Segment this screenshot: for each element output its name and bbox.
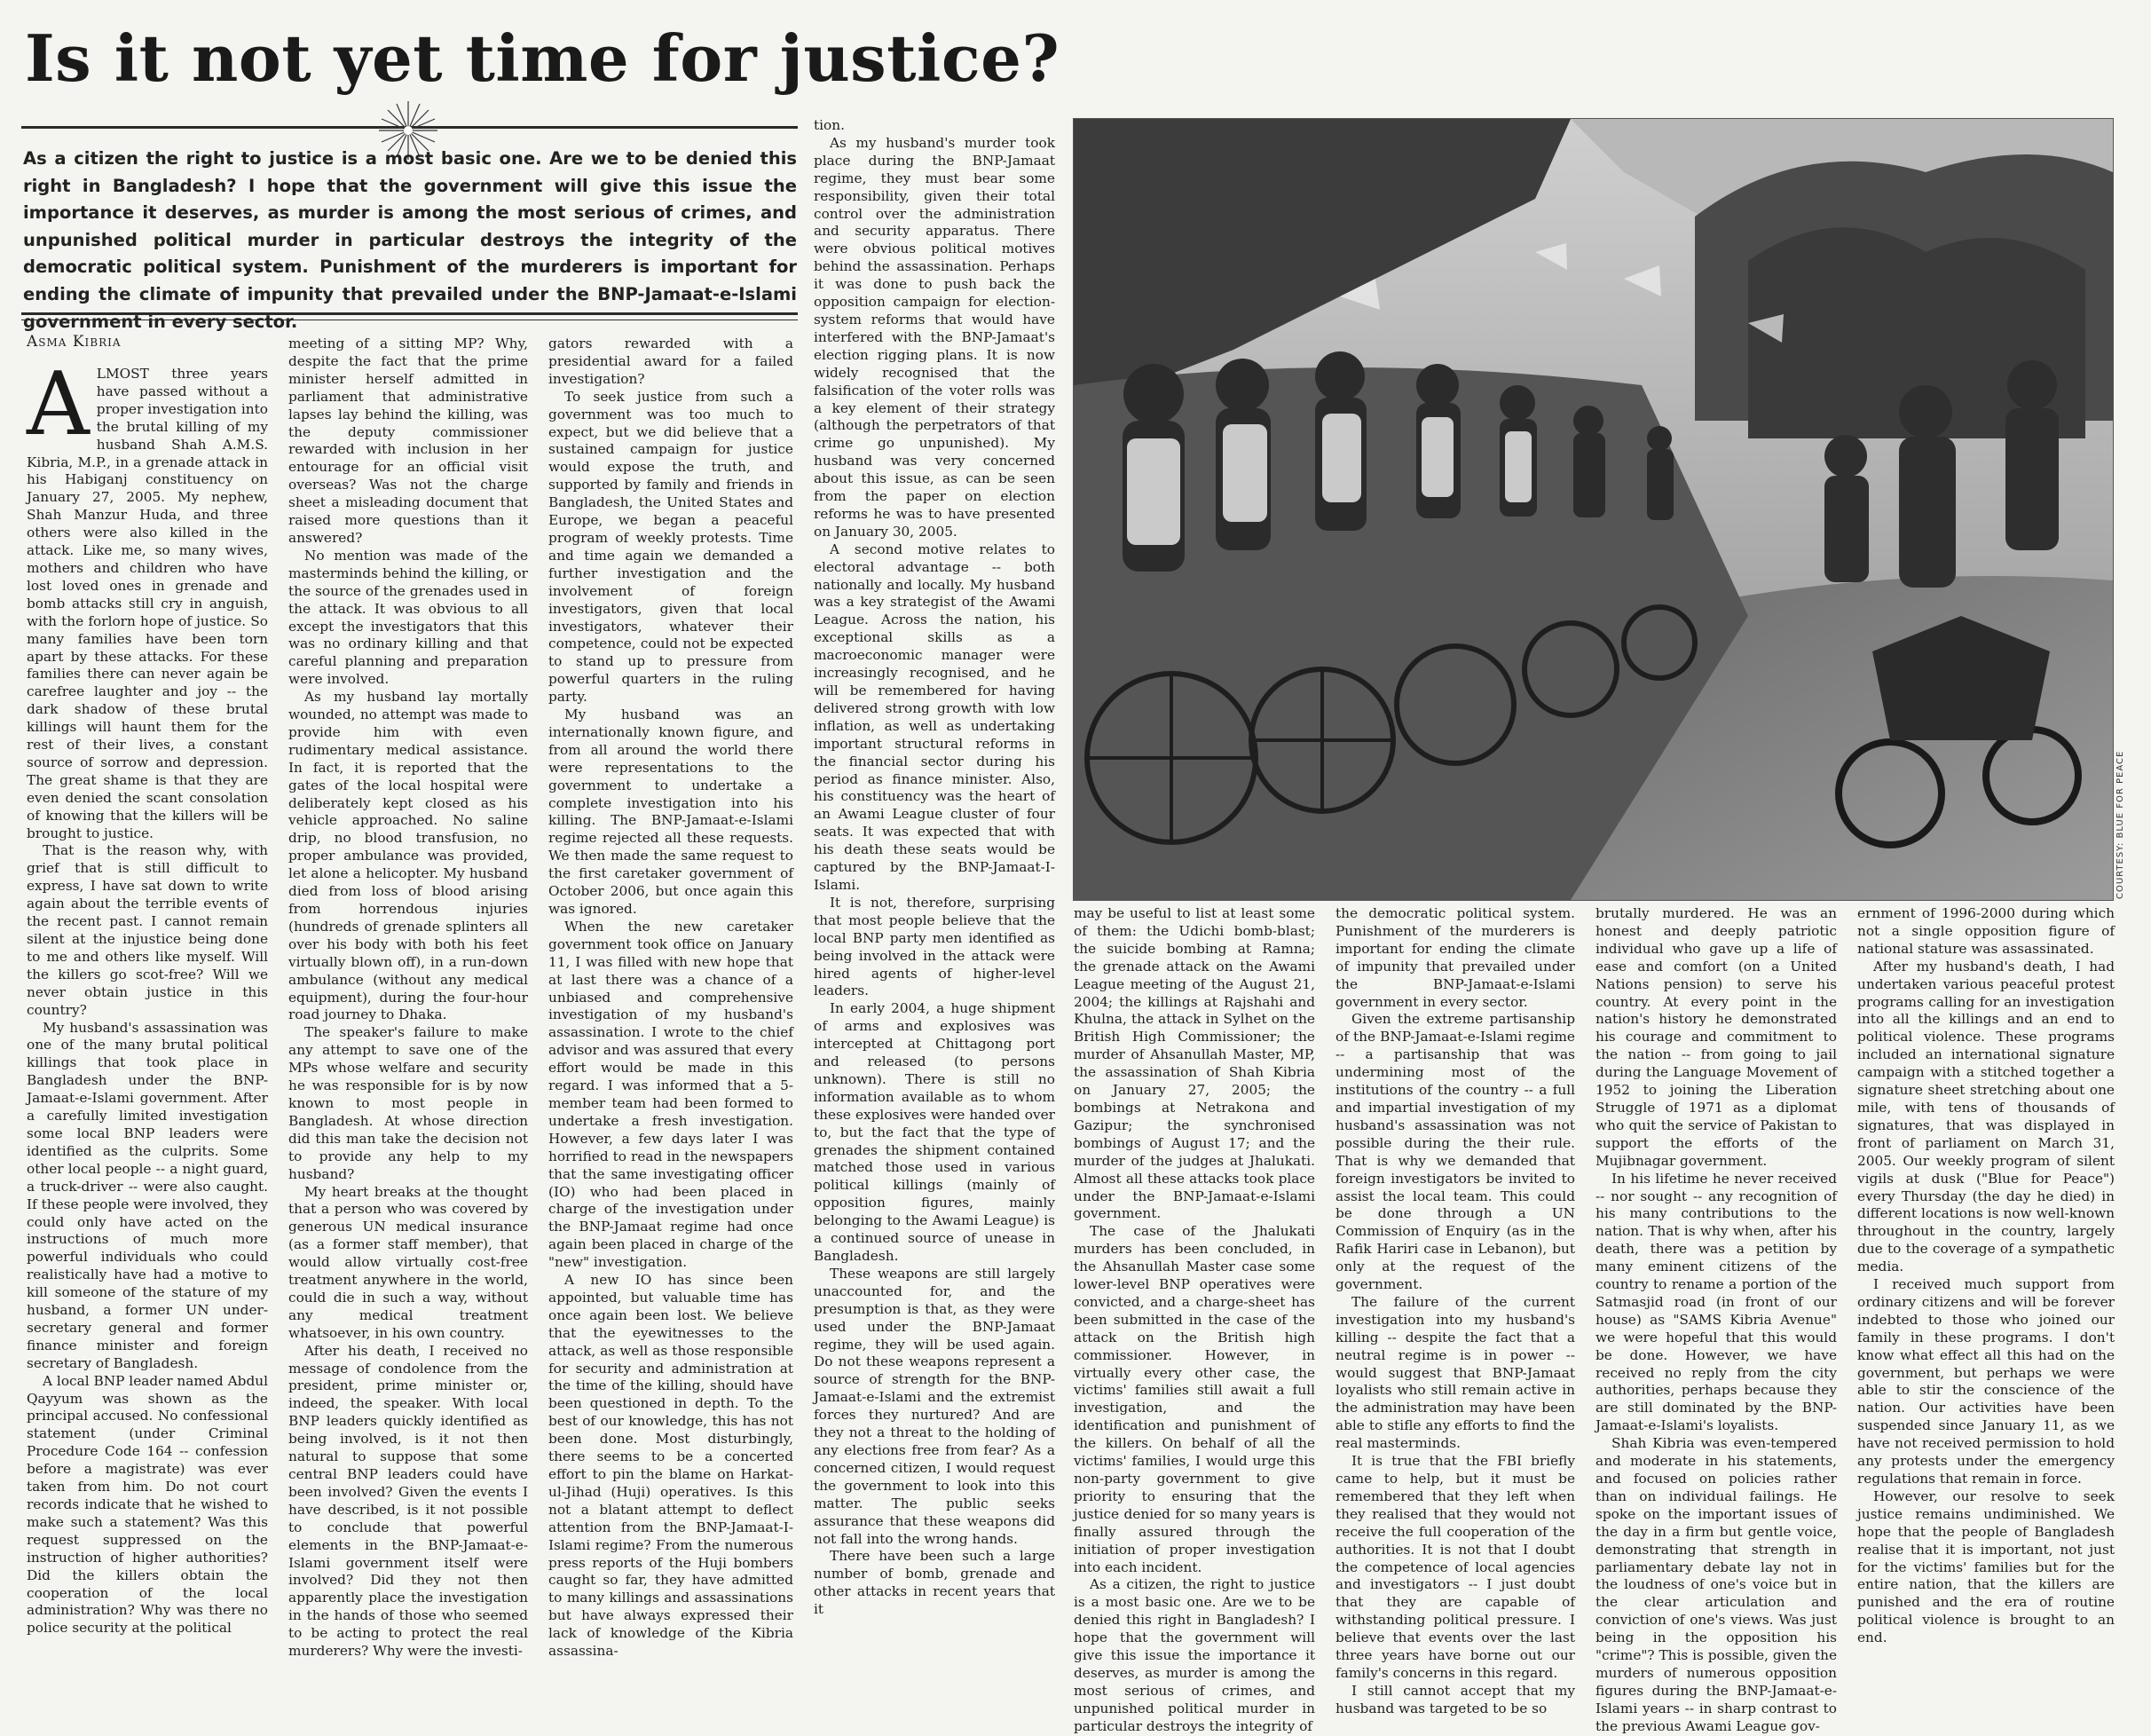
column-paragraph: These weapons are still largely unaccounted for, and the presumption is that, as they were used under the BNP-Jamaat regime, they will be used again. Do not these weapons represent a source of strength for the BNP-Jamaat-e-Islami and the extremist forces they nurtured? And are they not a threat to the holding of any elections free from fear? As a concerned citizen, I would request the government to look into this matter. The public seeks assurance that these weapons did not fall into the wrong hands.	[814, 1265, 1055, 1547]
text-column-2	[288, 335, 528, 1724]
column-paragraph: My husband's assassination was one of the many brutal political killings that took place in Bangladesh under the BNP-Jamaat-e-Islami government. After a carefully limited investigation some local BNP leaders were identified as the culprits. Some other local people -- a night guard, a truck-driver -- were also caught. If these people were involved, they could only have acted on the instructions of much more powerful individuals who could realistically have had a motive to kill someone of the stature of my husband, a former UN under-secretary general and former finance minister and foreign secretary of Bangladesh.	[27, 1019, 268, 1371]
column-paragraph: LMOST three years have passed without a proper investigation into the brutal killing of my husband Shah A.M.S. Kibria, M.P., in a grenade attack in his Habiganj constituency on January 27, 2005. My nephew, Shah Manzur Huda, and three others were also killed in the attack. Like me, so many wives, mothers and children who have lost loved ones in grenade and bomb attacks still cry in anguish, with the forlorn hope of justice. So many families have been torn apart by these attacks. For these families there can never again be carefree laughter and joy -- the dark shadow of these brutal killings will haunt them for the rest of their lives, a constant source of sorrow and depression. The great shame is that they are even denied the scant consolation of knowing that the killers will be brought to justice.	[27, 366, 268, 841]
column-paragraph: A local BNP leader named Abdul Qayyum was shown as the principal accused. No confessional statement (under Criminal Procedure Code 164 -- confession before a magistrate) was ever taken from him. Do not court records indicate that he wished to make such a statement? Was this request suppressed on the instruction of higher authorities? Did the killers obtain the cooperation of the local administration? Why was there no police security at the political	[27, 1372, 268, 1637]
deck-paragraph: As a citizen the right to justice is a most basic one. Are we to be denied this right in Bangladesh? I hope that the government will give this issue the importance it deserves, as murder is among the most serious of crimes, and unpunished political murder in particular destroys the integrity of the democratic political system. Punishment of the murderers is important for ending the climate of impunity that prevailed under the BNP-Jamaat-e-Islami government in every sector.	[23, 148, 797, 332]
rally-photo-illustration	[1074, 119, 2113, 900]
text-column-1	[27, 354, 268, 1724]
text-column-6	[1336, 905, 1575, 1724]
column-paragraph: There have been such a large number of bomb, grenade and other attacks in recent years that it	[814, 1548, 1055, 1618]
column-paragraph: However, our resolve to seek justice remains undiminished. We hope that the people of Bangladesh realise that it is important, not just for the victims' families but for the entire nation, that the killers are punished and the era of routine political violence is brought to an end.	[1857, 1487, 2115, 1646]
column-paragraph: It is not, therefore, surprising that most people believe that the local BNP party men identified as being involved in the attack were hired agents of higher-level leaders.	[814, 894, 1055, 999]
column-paragraph: The failure of the current investigation into my husband's killing -- despite the fact that a neutral regime is in power -- would suggest that BNP-Jamaat loyalists who still remain active in the administration may have been able to stifle any efforts to find the real masterminds.	[1336, 1293, 1575, 1452]
column-paragraph: I still cannot accept that my husband was targeted to be so	[1336, 1682, 1575, 1716]
text-column-8	[1857, 905, 2115, 1724]
text-column-4	[814, 117, 1055, 1724]
drop-cap: A	[27, 354, 90, 455]
rally-photo	[1073, 118, 2114, 901]
column-paragraph: Shah Kibria was even-tempered and moderate in his statements, and focused on policies rather than on individual failings. He spoke on the important issues of the day in a firm but gentle voice, demonstrating that strength in parliamentary debate lay not in the loudness of one's voice but in the clear articulation and conviction of one's views. Was just being in the opposition his "crime"? This is possible, given the murders of numerous opposition figures during the BNP-Jamaat-e-Islami years -- in sharp contrast to the previous Awami League gov-	[1596, 1435, 1837, 1734]
column-paragraph: tion.	[814, 117, 845, 133]
column-paragraph: A new IO has since been appointed, but valuable time has once again been lost. We believe that the eyewitnesses to the attack, as well as those responsible for security and administration at the time of the killing, should have been questioned in depth. To the best of our knowledge, this has not been done. Most disturbingly, there seems to be a concerted effort to pin the blame on Harkat-ul-Jihad (Huji) operatives. Is this not a blatant attempt to deflect attention from the BNP-Jamaat-I-Islami regime? From the numerous press reports of the Huji bombers caught so far, they have admitted to many killings and assassinations but have always expressed their lack of knowledge of the Kibria assassina-	[548, 1272, 793, 1660]
column-paragraph: gators rewarded with a presidential award for a failed investigation?	[548, 335, 793, 387]
byline: Asma Kibria	[27, 333, 122, 351]
column-paragraph: My heart breaks at the thought that a person who was covered by generous UN medical insurance (as a former staff member), that would allow virtually cost-free treatment anywhere in the world, could die in such a way, without any medical treatment whatsoever, in his own country.	[288, 1183, 528, 1341]
column-paragraph: I received much support from ordinary citizens and will be forever indebted to those who joined our family in these programs. I don't know what effect all this had on the government, but perhaps we were able to stir the conscience of the nation. Our activities have been suspended since January 11, as we have not received permission to hold any protests under the emergency regulations that remain in force.	[1857, 1276, 2115, 1487]
column-paragraph: A second motive relates to electoral advantage -- both nationally and locally. My husband was a key strategist of the Awami League. Across the nation, his exceptional skills as a macroeconomic manager were increasingly recognised, and he will be remembered for having delivered strong growth with low inflation, as well as undertaking important structural reforms in the financial sector during his period as finance minister. Also, his constituency was the heart of an Awami League cluster of four seats. It was expected that with his death these seats would be captured by the BNP-Jamaat-I-Islami.	[814, 541, 1055, 893]
column-paragraph: meeting of a sitting MP? Why, despite the fact that the prime minister herself admitted in parliament that administrative lapses lay behind the killing, was the deputy commissioner rewarded with inclusion in her entourage for an official visit overseas? Was not the charge sheet a misleading document that raised more questions than it answered?	[288, 335, 528, 546]
column-paragraph: brutally murdered. He was an honest and deeply patriotic individual who gave up a life of ease and comfort (on a United Nations pension) to serve his country. At every point in the nation's history he demonstrated his courage and commitment to the nation -- from going to jail during the Language Movement of 1952 to joining the Liberation Struggle of 1971 as a diplomat who quit the service of Pakistan to support the efforts of the Mujibnagar government.	[1596, 905, 1837, 1169]
text-column-5	[1074, 905, 1315, 1734]
column-paragraph: As my husband's murder took place during the BNP-Jamaat regime, they must bear some responsibility, given their total control over the administration and security apparatus. There were obvious political motives behind the assassination. Perhaps it was done to push back the opposition campaign for election-system reforms that would have interfered with the BNP-Jamaat's election rigging plans. It is now widely recognised that the falsification of the voter rolls was a key element of their strategy (although the perpetrators of that crime go unpunished). My husband was very concerned about this issue, as can be seen from the paper on election reforms he was to have presented on January 30, 2005.	[814, 134, 1055, 540]
column-paragraph: To seek justice from such a government was too much to expect, but we did believe that a sustained campaign for justice would expose the truth, and supported by family and friends in Bangladesh, the United States and Europe, we began a peaceful program of weekly protests. Time and time again we demanded a further investigation and the involvement of foreign investigators, given that local investigators, whatever their competence, could not be expected to stand up to pressure from powerful quarters in the ruling party.	[548, 388, 793, 706]
column-paragraph: may be useful to list at least some of them: the Udichi bomb-blast; the suicide bombing at Ramna; the grenade attack on the Awami League meeting of the August 21, 2004; the killings at Rajshahi and Khulna, the attack in Sylhet on the British High Commissioner; the murder of Ahsanullah Master, MP, the assassination of Shah Kibria on January 27, 2005; the bombings at Netrakona and Gazipur; the synchronised bombings of August 17; and the murder of the judges at Jhalukati. Almost all these attacks took place under the BNP-Jamaat-e-Islami government.	[1074, 905, 1315, 1222]
column-paragraph: ernment of 1996-2000 during which not a single opposition figure of national stature was assassinated.	[1857, 905, 2115, 957]
column-paragraph: the democratic political system. Punishment of the murderers is important for ending the climate of impunity that prevailed under the BNP-Jamaat-e-Islami government in every sector.	[1336, 905, 1575, 1010]
column-paragraph: In early 2004, a huge shipment of arms and explosives was intercepted at Chittagong port and released (to persons unknown). There is still no information available as to whom these explosives were handed over to, but the fact that the type of grenades the shipment contained matched those used in various political killings (mainly of opposition figures, mainly belonging to the Awami League) is a continued source of unease in Bangladesh.	[814, 1000, 1055, 1264]
column-paragraph: My husband was an internationally known figure, and from all around the world there were representations to the government to undertake a complete investigation into his killing. The BNP-Jamaat-e-Islami regime rejected all these requests. We then made the same request to the first caretaker government of October 2006, but once again this was ignored.	[548, 706, 793, 917]
column-paragraph: After my husband's death, I had undertaken various peaceful protest programs calling for an investigation into all the killings and an end to political violence. These programs included an international signature campaign with a stitched together a signature sheet stretching about one mile, with tens of thousands of signatures, that was displayed in front of parliament on March 31, 2005. Our weekly program of silent vigils at dusk ("Blue for Peace") every Thursday (the day he died) in different locations is now well-known throughout in the country, largely due to the coverage of a sympathetic media.	[1857, 958, 2115, 1275]
column-paragraph: The speaker's failure to make any attempt to save one of the MPs whose welfare and security he was responsible for is by now known to most people in Bangladesh. At whose direction did this man take the decision not to provide any help to my husband?	[288, 1024, 528, 1182]
deck-bottom-rule	[21, 312, 798, 315]
column-paragraph: After his death, I received no message of condolence from the president, prime minister or, indeed, the speaker. With local BNP leaders quickly identified as being involved, is it not then natural to suppose that some central BNP leaders could have been involved? Given the events I have described, is it not possible to conclude that powerful elements in the BNP-Jamaat-e-Islami government itself were involved? Did they not then apparently place the investigation in the hands of those who seemed to be acting to protect the real murderers? Why were the investi-	[288, 1342, 528, 1660]
column-paragraph: The case of the Jhalukati murders has been concluded, in the Ahsanullah Master case some lower-level BNP operatives were convicted, and a charge-sheet has been submitted in the case of the attack on the British high commissioner. However, in virtually every other case, the victims' families still await a full investigation, and the identification and punishment of the killers. On behalf of all the victims' families, I would urge this non-party government to give priority to ensuring that the justice denied for so many years is finally assured through the initiation of proper investigation into each incident.	[1074, 1223, 1315, 1575]
column-paragraph: No mention was made of the masterminds behind the killing, or the source of the grenades used in the attack. It was obvious to all except the investigators that this was no ordinary killing and that careful planning and preparation were involved.	[288, 547, 528, 688]
column-paragraph: Given the extreme partisanship of the BNP-Jamaat-e-Islami regime -- a partisanship that was undermining most of the institutions of the country -- a full and impartial investigation of my husband's assassination was not possible during the their rule. That is why we demanded that foreign investigators be invited to assist the local team. This could be done through a UN Commission of Enquiry (as in the Rafik Hariri case in Lebanon), but only at the request of the government.	[1336, 1011, 1575, 1293]
headline: Is it not yet time for justice?	[25, 20, 1060, 96]
text-column-7	[1596, 905, 1837, 1734]
photo-credit: COURTESY: BLUE FOR PEACE	[2116, 750, 2125, 899]
column-paragraph: When the new caretaker government took office on January 11, I was filled with new hope that at last there was a chance of a unbiased and comprehensive investigation of my husband's assassination. I wrote to the chief advisor and was assured that every effort would be made in this regard. I was informed that a 5-member team had been formed to undertake a fresh investigation. However, a few days later I was horrified to read in the newspapers that the same investigating officer (IO) who had been placed in charge of the investigation under the BNP-Jamaat regime had once again been placed in charge of the "new" investigation.	[548, 918, 793, 1271]
column-paragraph: As my husband lay mortally wounded, no attempt was made to provide him with even rudimentary medical assistance. In fact, it is reported that the gates of the local hospital were deliberately kept closed as his vehicle approached. No saline drip, no blood transfusion, no proper ambulance was provided, let alone a helicopter. My husband died from loss of blood arising from horrendous injuries (hundreds of grenade splinters all over his body with both his feet virtually blown off), in a run-down ambulance (without any medical equipment), during the four-hour road journey to Dhaka.	[288, 689, 528, 1023]
column-paragraph: That is the reason why, with grief that is still difficult to express, I have sat down to write again about the terrible events of the recent past. I cannot remain silent at the injustice being done to me and others like myself. Will the killers go scot-free? Will we never obtain justice in this country?	[27, 842, 268, 1018]
column-paragraph: In his lifetime he never received -- nor sought -- any recognition of his many contributions to the nation. That is why when, after his death, there was a petition by many eminent citizens of the country to rename a portion of the Satmasjid road (in front of our house) as "SAMS Kibria Avenue" we were hopeful that this would be done. However, we have received no reply from the city authorities, perhaps because they are still dominated by the BNP-Jamaat-e-Islami's loyalists.	[1596, 1170, 1837, 1434]
column-paragraph: As a citizen, the right to justice is a most basic one. Are we to be denied this right in Bangladesh? I hope that the government will give this issue the importance it deserves, as murder is among the most serious of crimes, and unpunished political murder in particular destroys the integrity of	[1074, 1576, 1315, 1734]
column-paragraph: It is true that the FBI briefly came to help, but it must be remembered that they left when they realised that they would not receive the full cooperation of the authorities. It is not that I doubt the competence of local agencies and investigators -- I just doubt that they are capable of withstanding political pressure. I believe that events over the last three years have borne out our family's concerns in this regard.	[1336, 1453, 1575, 1681]
text-column-3	[548, 335, 793, 1724]
